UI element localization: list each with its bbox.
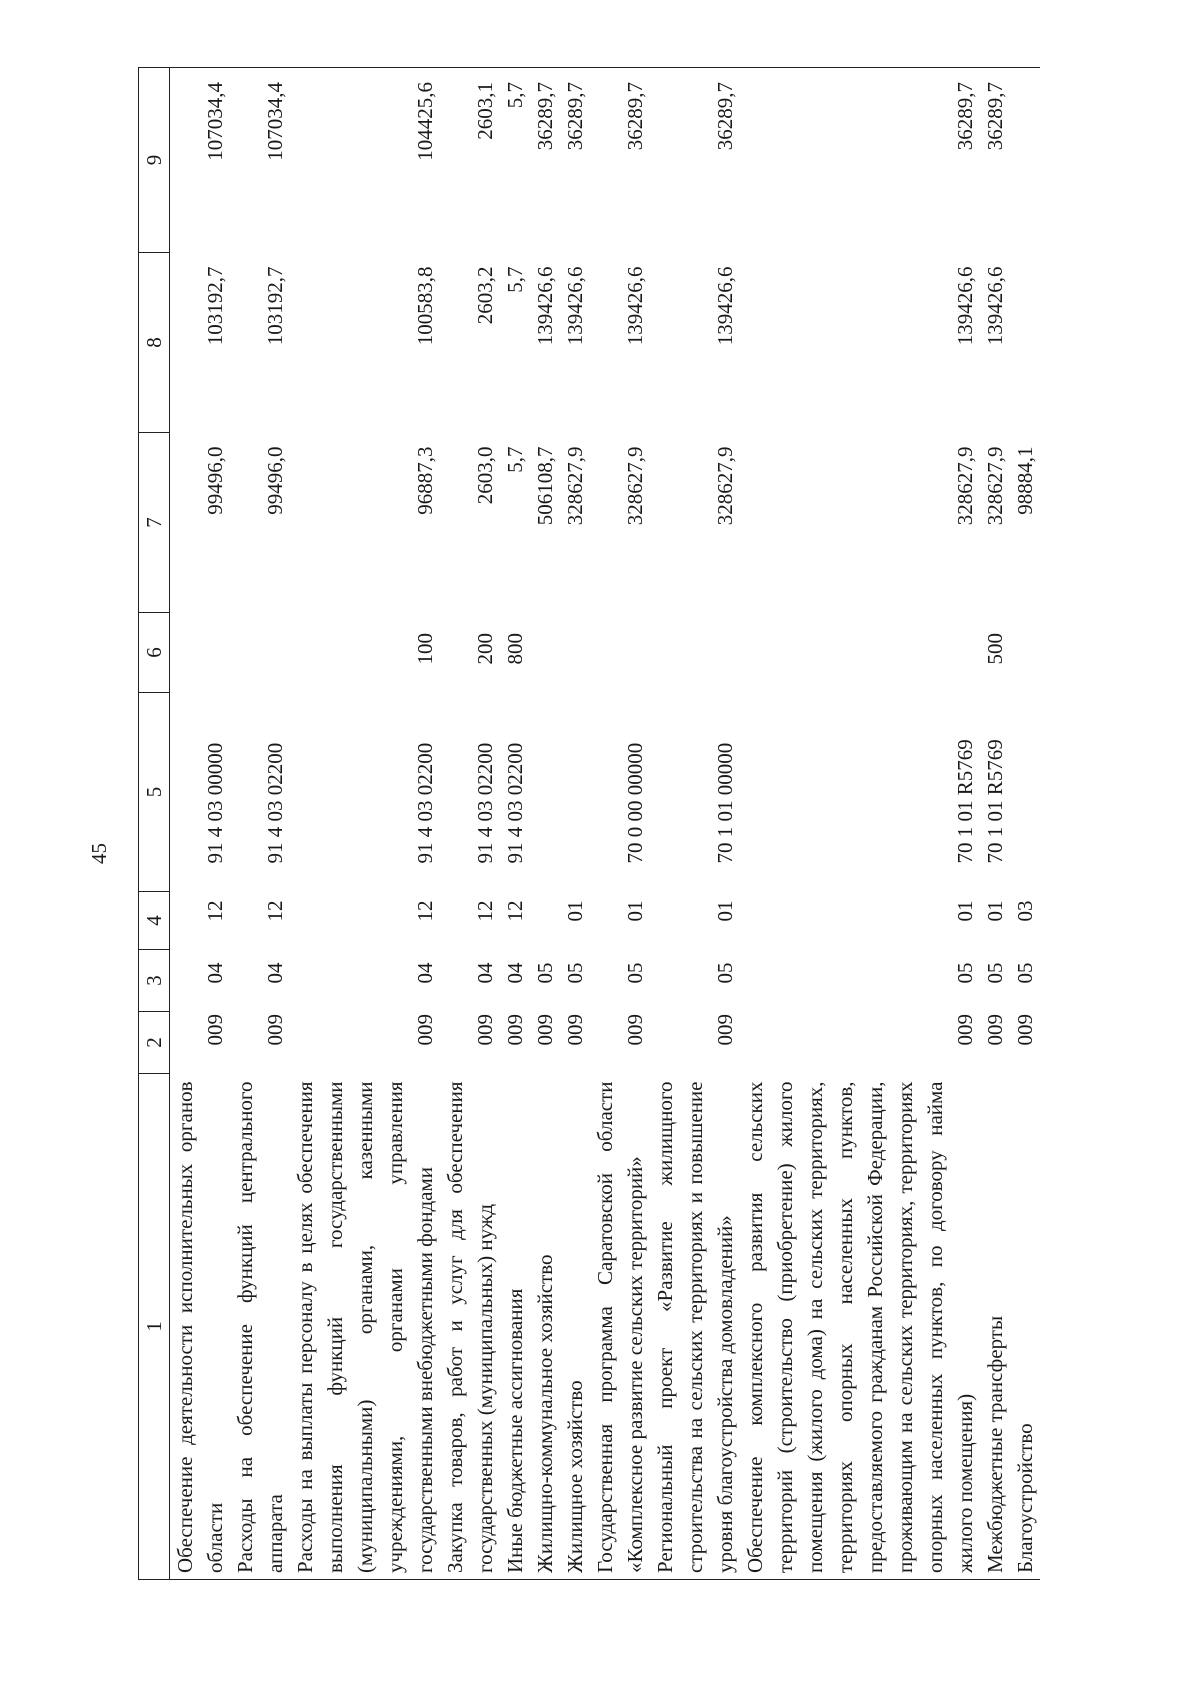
page-number: 45: [87, 843, 111, 864]
row-section-code: 05: [1013, 962, 1037, 984]
row-subsection-code: 12: [503, 900, 527, 922]
row-amount-year3: 2603,1: [440, 68, 500, 253]
row-name: Иные бюджетные ассигнования: [500, 1074, 530, 1580]
header-col-1: 1: [139, 1074, 170, 1580]
header-col-3: 3: [139, 950, 170, 1012]
row-amount-year2: 139426,6: [713, 266, 737, 346]
row-amount-year2: 139426,6: [563, 266, 587, 346]
row-amount-year1: 328627,9: [623, 446, 647, 526]
header-row: [139, 68, 170, 1580]
row-amount-year3: [1010, 68, 1040, 253]
row-name: Обеспечение комплексного развития сельских территорий (строительство (приобретение) жилого помещения (жилого дома) на сельских территориях, территориях опорных населенных пунктов, предоставляемого гражданам Российской Федерации, проживающим на сельских территориях, территориях опорных населенных пунктов, по договору найма жилого помещения): [740, 1074, 980, 1580]
header-col-4: 4: [139, 892, 170, 950]
row-name: Жилищно-коммунальное хозяйство: [530, 1074, 560, 1580]
row-target-article: [530, 693, 560, 892]
row-target-article: [560, 693, 590, 892]
row-target-article: 91 4 03 02200: [413, 742, 437, 864]
row-expense-type: [740, 613, 980, 693]
row-amount-year3: 36289,7: [590, 68, 650, 253]
row-ministry-code: 009: [563, 1014, 587, 1046]
row-name: Обеспечение деятельности исполнительных органов области: [170, 1074, 231, 1580]
row-amount-year3: 107034,4: [170, 68, 231, 253]
row-section-code: 05: [533, 962, 557, 984]
table-row: [290, 68, 440, 1580]
row-amount-year1: 5,7: [503, 446, 527, 473]
row-subsection-code: 01: [563, 900, 587, 922]
row-amount-year1: 2603,0: [473, 446, 497, 505]
header-col-5: 5: [139, 693, 170, 892]
row-target-article: 91 4 03 02200: [263, 742, 287, 864]
row-section-code: 05: [563, 962, 587, 984]
row-section-code: 05: [953, 962, 977, 984]
row-amount-year3: 36289,7: [980, 68, 1010, 253]
table-row: [590, 68, 650, 1580]
row-expense-type: 500: [983, 633, 1007, 665]
row-target-article: [1010, 693, 1040, 892]
row-name: Закупка товаров, работ и услуг для обеспечения государственных (муниципальных) нужд: [440, 1074, 500, 1580]
row-ministry-code: 009: [713, 1014, 737, 1046]
row-name: Расходы на выплаты персоналу в целях обеспечения выполнения функций государственными (муниципальными) органами, казенными учреждениями, органами управления государственными внебюджетными фондами: [290, 1074, 440, 1580]
row-ministry-code: 009: [983, 1014, 1007, 1046]
row-amount-year1: 328627,9: [563, 446, 587, 526]
row-ministry-code: 009: [203, 1014, 227, 1046]
row-ministry-code: 009: [1013, 1014, 1037, 1046]
row-subsection-code: 12: [263, 900, 287, 922]
header-col-9: 9: [139, 68, 170, 253]
row-amount-year1: 328627,9: [953, 446, 977, 526]
row-amount-year3: 36289,7: [650, 68, 740, 253]
table-row: [980, 68, 1010, 1580]
row-target-article: 91 4 03 00000: [203, 742, 227, 864]
row-name: Государственная программа Саратовской области «Комплексное развитие сельских территорий»: [590, 1074, 650, 1580]
row-expense-type: 800: [503, 633, 527, 665]
row-name: Региональный проект «Развитие жилищного строительства на сельских территориях и повышение уровня благоустройства домовладений»: [650, 1074, 740, 1580]
row-amount-year1: 98884,1: [1013, 446, 1037, 515]
row-amount-year2: 103192,7: [263, 266, 287, 346]
row-subsection-code: 12: [413, 900, 437, 922]
row-expense-type: [530, 613, 560, 693]
row-amount-year3: 36289,7: [530, 68, 560, 253]
header-col-6: 6: [139, 613, 170, 693]
row-ministry-code: 009: [533, 1014, 557, 1046]
row-ministry-code: 009: [623, 1014, 647, 1046]
row-name: Расходы на обеспечение функций центрального аппарата: [230, 1074, 290, 1580]
table-body: [170, 68, 1041, 1580]
row-amount-year1: 328627,9: [983, 446, 1007, 526]
row-subsection-code: [530, 892, 560, 950]
row-amount-year1: 506108,7: [533, 446, 557, 526]
row-subsection-code: 01: [953, 900, 977, 922]
header-col-2: 2: [139, 1012, 170, 1074]
row-expense-type: [1010, 613, 1040, 693]
row-expense-type: 200: [473, 633, 497, 665]
row-subsection-code: 01: [983, 900, 1007, 922]
row-section-code: 04: [263, 962, 287, 984]
table-row: [530, 68, 560, 1580]
row-amount-year3: 107034,4: [230, 68, 290, 253]
table-row: [1010, 68, 1040, 1580]
row-section-code: 05: [623, 962, 647, 984]
row-amount-year2: 139426,6: [533, 266, 557, 346]
row-expense-type: [230, 613, 290, 693]
row-expense-type: 100: [413, 633, 437, 665]
row-expense-type: [560, 613, 590, 693]
row-ministry-code: 009: [263, 1014, 287, 1046]
row-amount-year1: 328627,9: [713, 446, 737, 526]
row-ministry-code: 009: [413, 1014, 437, 1046]
row-subsection-code: 12: [203, 900, 227, 922]
row-ministry-code: 009: [953, 1014, 977, 1046]
row-expense-type: [650, 613, 740, 693]
row-amount-year2: 139426,6: [953, 266, 977, 346]
row-name: Благоустройство: [1010, 1074, 1040, 1580]
table-row: [740, 68, 980, 1580]
row-ministry-code: 009: [503, 1014, 527, 1046]
row-amount-year2: 100583,8: [413, 266, 437, 346]
row-target-article: 70 1 01 R5769: [953, 739, 977, 864]
row-amount-year3: 5,7: [500, 68, 530, 253]
row-amount-year2: 5,7: [503, 266, 527, 293]
row-amount-year3: 104425,6: [290, 68, 440, 253]
row-target-article: 70 1 01 00000: [713, 742, 737, 864]
row-section-code: 05: [983, 962, 1007, 984]
row-subsection-code: 01: [623, 900, 647, 922]
row-amount-year2: 139426,6: [983, 266, 1007, 346]
row-amount-year2: 139426,6: [623, 266, 647, 346]
budget-table: [138, 67, 1040, 1580]
row-expense-type: [590, 613, 650, 693]
row-amount-year2: 2603,2: [473, 266, 497, 325]
table-row: [650, 68, 740, 1580]
row-section-code: 04: [473, 962, 497, 984]
row-amount-year3: 36289,7: [560, 68, 590, 253]
row-name: Межбюджетные трансферты: [980, 1074, 1010, 1580]
table-row: [440, 68, 500, 1580]
row-expense-type: [170, 613, 231, 693]
row-section-code: 04: [203, 962, 227, 984]
row-ministry-code: 009: [473, 1014, 497, 1046]
table-row: [560, 68, 590, 1580]
row-target-article: 91 4 03 02200: [503, 742, 527, 864]
row-amount-year2: 103192,7: [203, 266, 227, 346]
table-row: [500, 68, 530, 1580]
row-target-article: 70 0 00 00000: [623, 742, 647, 864]
row-amount-year2: [1010, 253, 1040, 433]
row-name: Жилищное хозяйство: [560, 1074, 590, 1580]
row-section-code: 04: [413, 962, 437, 984]
header-col-7: 7: [139, 433, 170, 613]
row-subsection-code: 01: [713, 900, 737, 922]
row-subsection-code: 03: [1013, 900, 1037, 922]
row-target-article: 91 4 03 02200: [473, 742, 497, 864]
header-col-8: 8: [139, 253, 170, 433]
row-amount-year1: 96887,3: [413, 446, 437, 515]
row-amount-year1: 99496,0: [203, 446, 227, 515]
budget-table-page: [138, 68, 1168, 1580]
row-section-code: 04: [503, 962, 527, 984]
row-amount-year1: 99496,0: [263, 446, 287, 515]
row-subsection-code: 12: [473, 900, 497, 922]
row-amount-year3: 36289,7: [740, 68, 980, 253]
row-section-code: 05: [713, 962, 737, 984]
table-row: [230, 68, 290, 1580]
row-target-article: 70 1 01 R5769: [983, 739, 1007, 864]
table-row: [170, 68, 231, 1580]
